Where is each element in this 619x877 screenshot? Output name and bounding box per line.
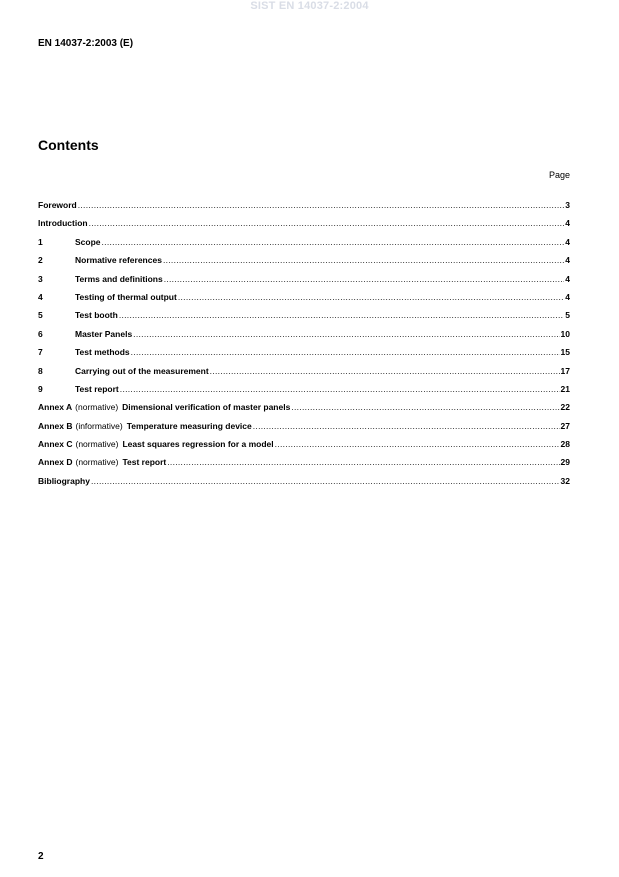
toc-entry-page: 27 — [560, 420, 570, 431]
toc-entry-number: 7 — [38, 347, 43, 358]
annex-label: Annex A — [38, 402, 73, 413]
table-of-contents — [38, 200, 570, 494]
toc-entry-page: 4 — [565, 255, 570, 266]
toc-entry-annex-d[interactable] — [38, 457, 570, 475]
dot-leader — [131, 347, 560, 357]
dot-leader — [167, 457, 559, 467]
toc-entry-foreword[interactable] — [38, 200, 570, 218]
toc-entry-annex-a[interactable] — [38, 402, 570, 420]
toc-entry-title: Temperature measuring device — [126, 420, 252, 431]
toc-entry-title: Test methods — [75, 347, 130, 358]
dot-leader — [102, 237, 565, 247]
dot-leader — [163, 255, 564, 265]
toc-entry-title: Least squares regression for a model — [122, 439, 274, 450]
toc-entry-title: Test report — [75, 383, 119, 394]
toc-entry-number: 2 — [38, 255, 43, 266]
toc-entry-normative-references[interactable] — [38, 255, 570, 273]
toc-entry-page: 4 — [565, 291, 570, 302]
dot-leader — [89, 218, 565, 228]
toc-entry-number: 3 — [38, 273, 43, 284]
toc-entry-title: Introduction — [38, 218, 88, 229]
annex-label: Annex D — [38, 457, 73, 468]
toc-entry-page: 4 — [565, 218, 570, 229]
toc-entry-carrying-out-measurement[interactable] — [38, 366, 570, 384]
dot-leader — [78, 200, 565, 210]
toc-entry-annex-b[interactable] — [38, 421, 570, 439]
toc-entry-master-panels[interactable] — [38, 329, 570, 347]
dot-leader — [119, 310, 564, 320]
annex-label: Annex B — [38, 420, 73, 431]
toc-entry-page: 5 — [565, 310, 570, 321]
toc-entry-number: 8 — [38, 365, 43, 376]
toc-entry-scope[interactable] — [38, 237, 570, 255]
dot-leader — [210, 366, 560, 376]
toc-entry-page: 22 — [560, 402, 570, 413]
toc-entry-title: Scope — [75, 236, 101, 247]
dot-leader — [91, 476, 560, 486]
dot-leader — [120, 384, 560, 394]
document-id: EN 14037-2:2003 (E) — [38, 38, 134, 49]
toc-entry-number: 5 — [38, 310, 43, 321]
toc-entry-title: Normative references — [75, 255, 162, 266]
toc-entry-number: 9 — [38, 383, 43, 394]
dot-leader — [275, 439, 560, 449]
annex-type: (informative) — [75, 420, 123, 431]
toc-entry-page: 32 — [560, 475, 570, 486]
toc-entry-title: Testing of thermal output — [75, 291, 177, 302]
annex-type: (normative) — [75, 439, 119, 450]
dot-leader — [178, 292, 564, 302]
dot-leader — [133, 329, 559, 339]
toc-entry-title: Bibliography — [38, 475, 90, 486]
toc-entry-test-methods[interactable] — [38, 347, 570, 365]
toc-entry-title: Foreword — [38, 200, 77, 210]
dot-leader — [253, 421, 560, 431]
toc-entry-number: 1 — [38, 236, 43, 247]
toc-entry-title: Carrying out of the measurement — [75, 365, 209, 376]
toc-entry-number: 6 — [38, 328, 43, 339]
toc-entry-page: 17 — [560, 365, 570, 376]
toc-entry-page: 10 — [560, 328, 570, 339]
toc-entry-terms-and-definitions[interactable] — [38, 274, 570, 292]
toc-entry-introduction[interactable] — [38, 218, 570, 236]
toc-entry-page: 4 — [565, 273, 570, 284]
page-column-label: Page — [548, 170, 570, 180]
toc-entry-testing-thermal-output[interactable] — [38, 292, 570, 310]
toc-entry-bibliography[interactable] — [38, 476, 570, 494]
toc-entry-annex-c[interactable] — [38, 439, 570, 457]
toc-entry-test-booth[interactable] — [38, 310, 570, 328]
toc-entry-page: 21 — [560, 383, 570, 394]
toc-entry-title: Terms and definitions — [75, 273, 163, 284]
toc-entry-title: Test report — [122, 457, 167, 468]
toc-entry-page: 4 — [565, 236, 570, 247]
page-number: 2 — [38, 851, 44, 862]
toc-entry-number: 4 — [38, 291, 43, 302]
toc-entry-test-report[interactable] — [38, 384, 570, 402]
contents-title: Contents — [38, 137, 99, 153]
dot-leader — [291, 402, 559, 412]
toc-entry-title: Dimensional verification of master panels — [122, 402, 291, 413]
toc-entry-page: 29 — [560, 457, 570, 468]
toc-entry-page: 3 — [565, 200, 570, 210]
annex-label: Annex C — [38, 439, 73, 450]
toc-entry-page: 28 — [560, 439, 570, 450]
toc-entry-title: Master Panels — [75, 328, 133, 339]
watermark: SIST EN 14037-2:2004 — [250, 0, 369, 12]
toc-entry-page: 15 — [560, 347, 570, 358]
dot-leader — [164, 274, 565, 284]
annex-type: (normative) — [75, 402, 119, 413]
annex-type: (normative) — [75, 457, 119, 468]
toc-entry-title: Test booth — [75, 310, 118, 321]
